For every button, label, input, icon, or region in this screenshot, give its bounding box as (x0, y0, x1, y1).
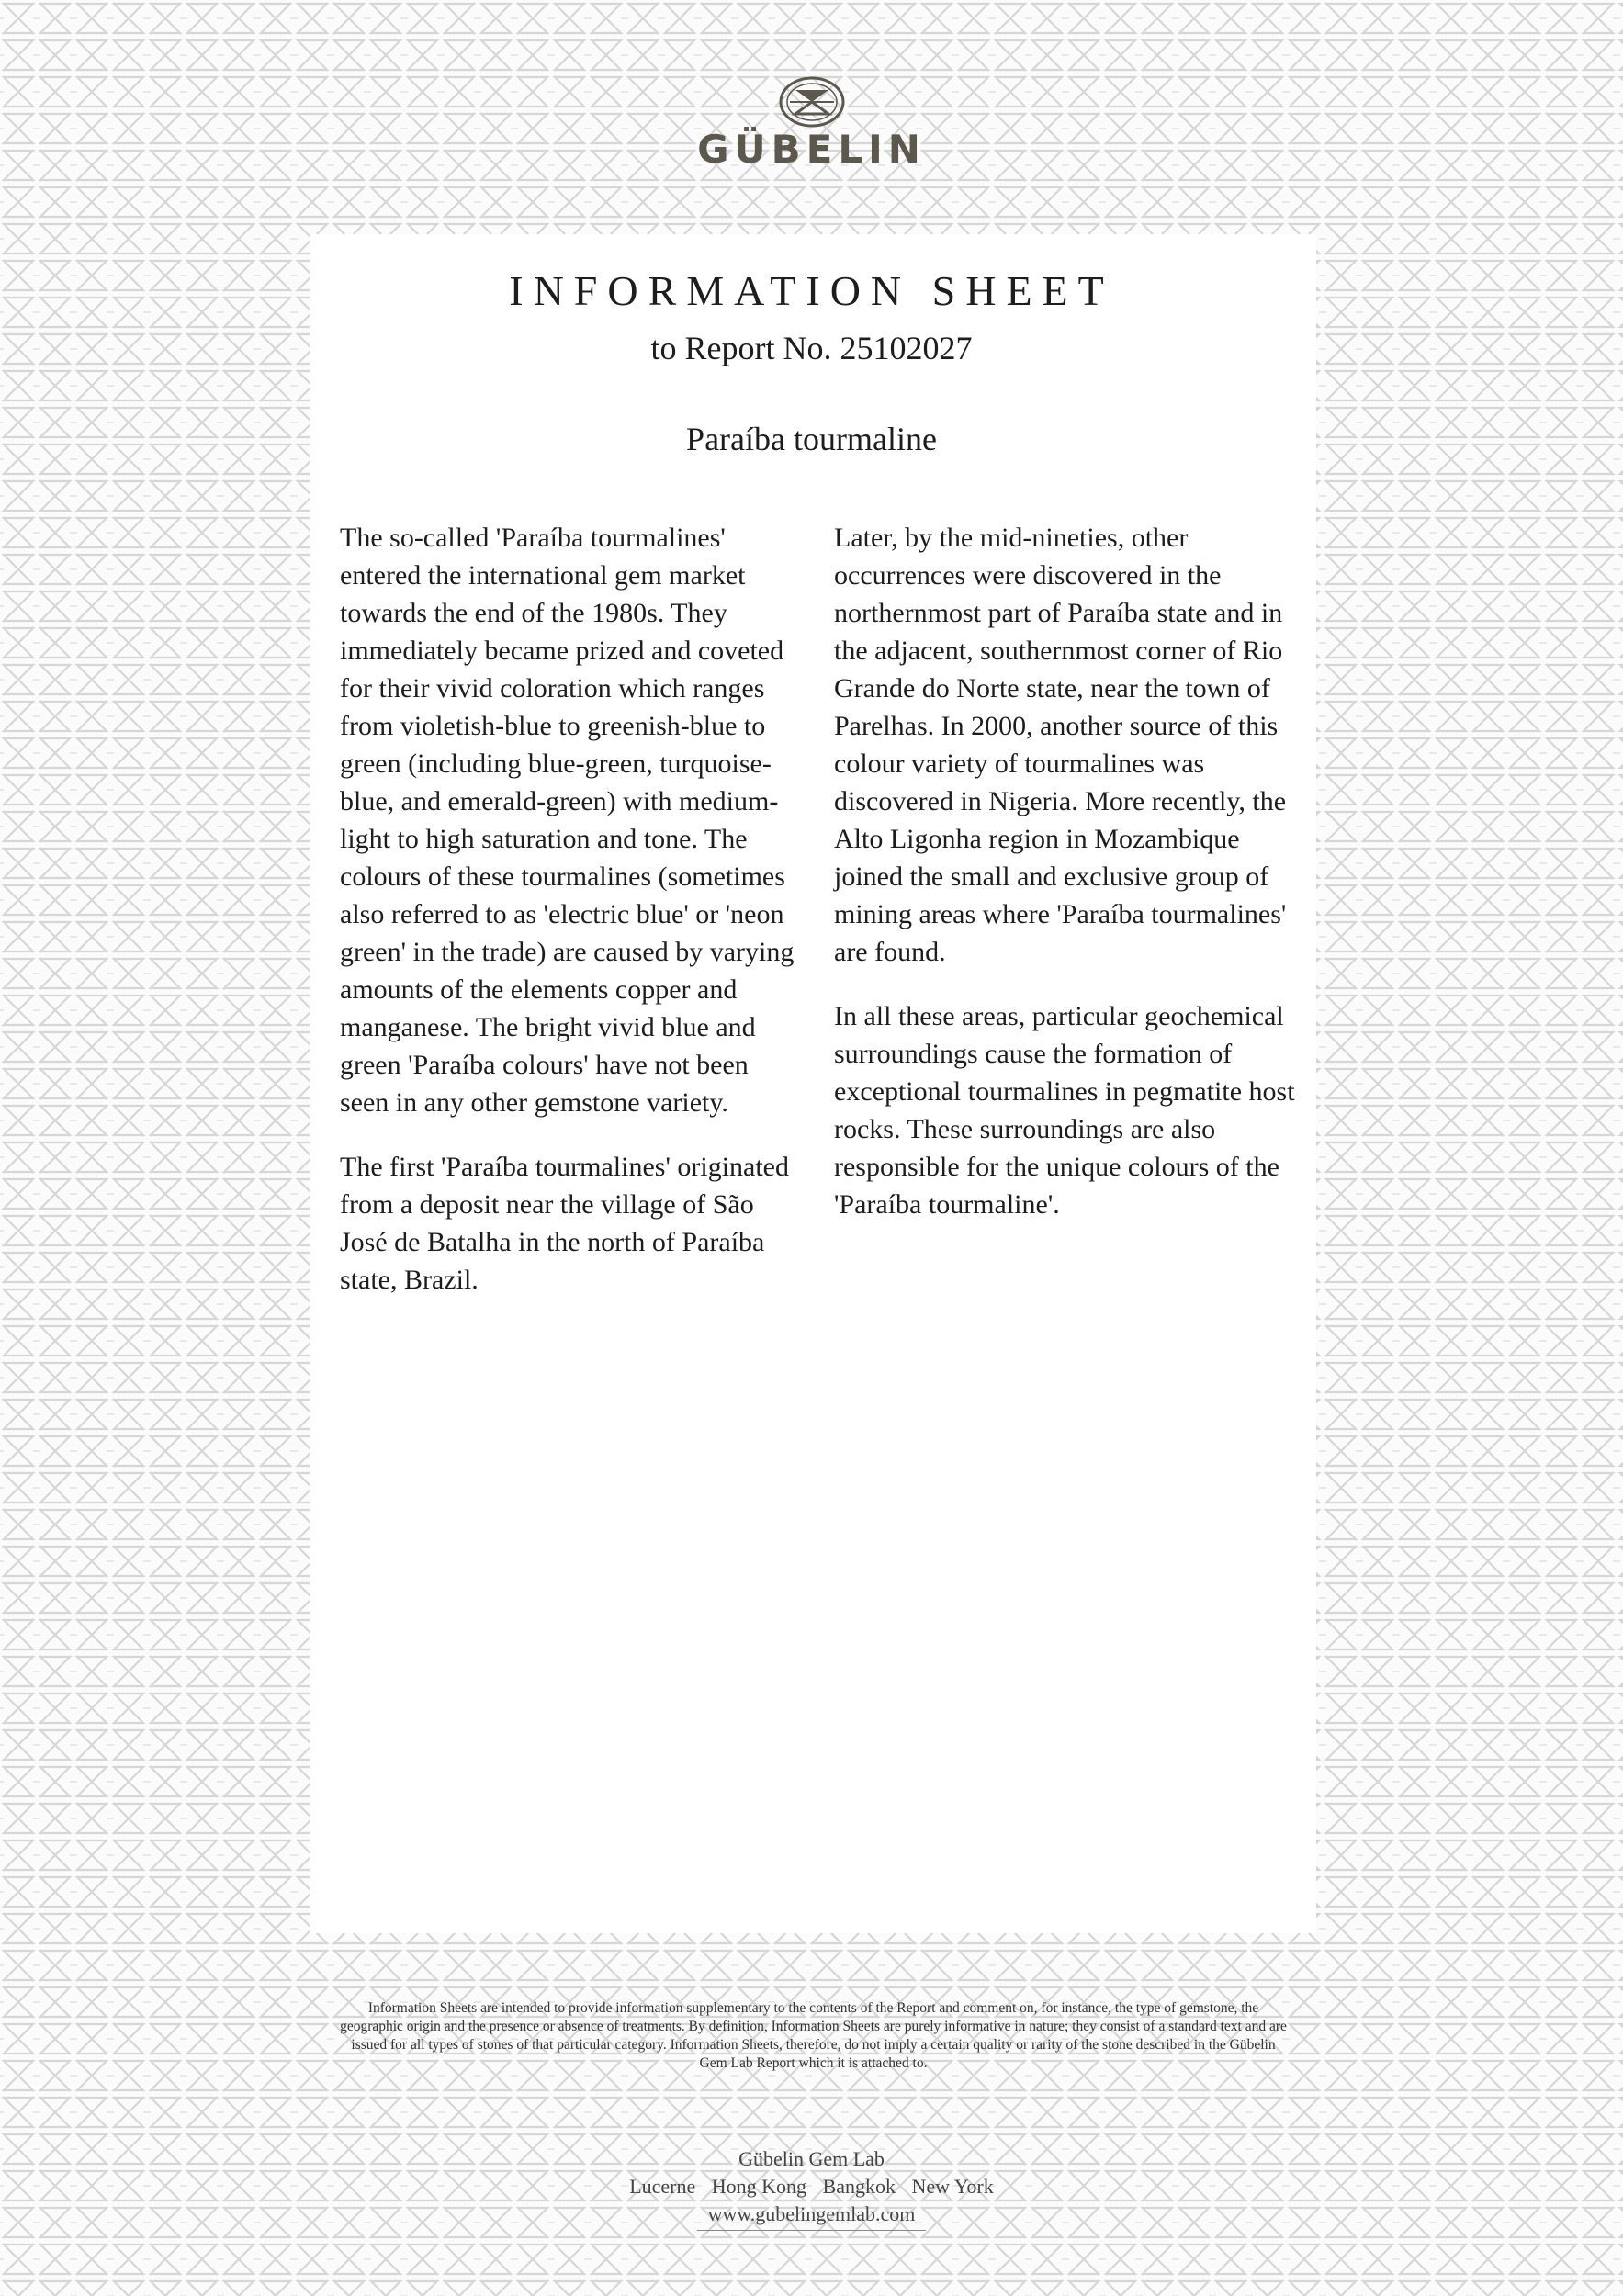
paragraph: The so-called 'Paraíba tourmalines' entered the international gem market towards the end of the 1980s. They immediately became prized and coveted for their vivid coloration which ranges from violetish-blue to greenish-blue to green (including blue-green, turquoise-blue, and emerald-green) with medium-light to high saturation and tone. The colours of these tourmalines (sometimes also referred to as 'electric blue' or 'neon green' in the trade) are caused by varying amounts of the elements copper and manganese. The bright vivid blue and green 'Paraíba colours' have not been seen in any other gemstone variety. (340, 523, 795, 1118)
city: Hong Kong (711, 2175, 807, 2198)
city: Bangkok (822, 2175, 896, 2198)
paragraph: Later, by the mid-nineties, other occurrences were discovered in the northernmost part of Paraíba state and in the adjacent, southernmost corner of Rio Grande do Norte state, near the town of Parelhas. In 2000, another source of this colour variety of tourmalines was discovered in Nigeria. More recently, the Alto Ligonha region in Mozambique joined the small and exclusive group of mining areas where 'Paraíba tourmalines' are found. (834, 523, 1287, 967)
brand-wordmark: GÜBELIN (697, 127, 926, 172)
page-title: INFORMATION SHEET (509, 267, 1114, 314)
lab-name: Gübelin Gem Lab (738, 2147, 885, 2170)
city-list (0, 2173, 1623, 2200)
brand-logo (0, 75, 1623, 176)
paragraph: In all these areas, particular geochemical surroundings cause the formation of exceptional tourmalines in pegmatite host rocks. These surroundings are also responsible for the unique colours of the 'Paraíba tourmaline'. (834, 1001, 1295, 1220)
stone-name: Paraíba tourmaline (686, 421, 937, 457)
disclaimer-text: Information Sheets are intended to provide information supplementary to the contents of the Report and comment on, for instance, the type of gemstone, the geographic origin and the presence or absence of treatments. By definition, Information Sheets are purely informative in nature; they consist of a standard text and are issued for all types of stones of that particular category. Information Sheets, therefore, do not imply a certain quality or rarity of the stone described in the Gübelin Gem Lab Report which it is attached to. (340, 2000, 1287, 2071)
right-column (834, 519, 1298, 1250)
left-column (340, 519, 799, 1325)
website-link[interactable]: www.gubelingemlab.com (697, 2200, 927, 2231)
gubelin-emblem-icon (777, 75, 847, 129)
footer (0, 2145, 1623, 2231)
city: New York (911, 2175, 994, 2198)
report-number: to Report No. 25102027 (650, 330, 973, 366)
city: Lucerne (629, 2175, 696, 2198)
paragraph: The first 'Paraíba tourmalines' originated from a deposit near the village of São José de Batalha in the north of Paraíba state, Brazil. (340, 1152, 789, 1295)
